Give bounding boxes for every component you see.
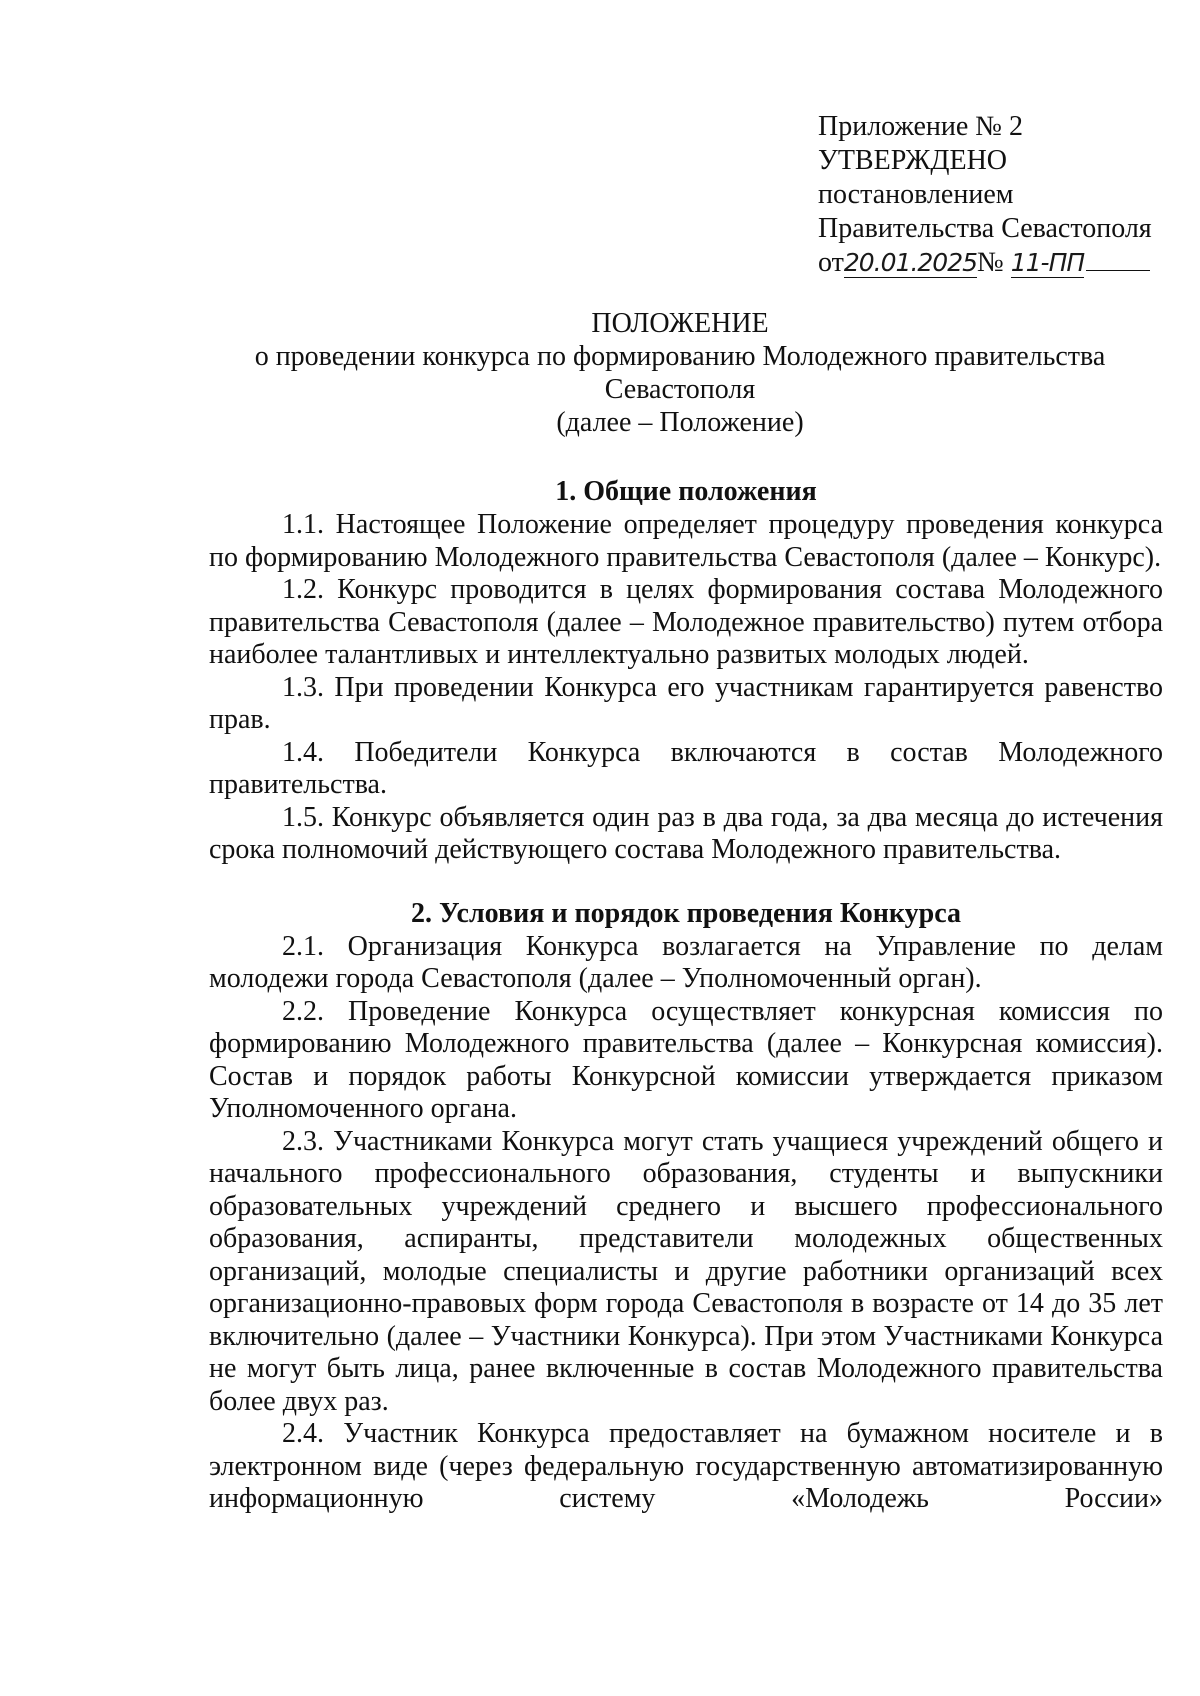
approval-act-type: постановлением — [818, 179, 1014, 210]
signature-underline — [1086, 269, 1150, 271]
appendix-block — [818, 110, 1178, 280]
paragraph-2-2: 2.2. Проведение Конкурса осуществляет конкурсная комиссия по формированию Молодежного правительства (далее – Конкурсная комиссия). Состав и порядок работы Конкурсной комиссии утверждается приказом Уполномоченного органа. — [209, 995, 1163, 1124]
approval-authority: Правительства Севастополя — [818, 213, 1152, 244]
document-subtitle-line2: Севастополя — [604, 374, 756, 405]
paragraph-2-4: 2.4. Участник Конкурса предоставляет на бумажном носителе и в электронном виде (через федеральную государственную автоматизированную информационную систему «Молодежь России» — [209, 1418, 1163, 1514]
paragraph-1-2: 1.2. Конкурс проводится в целях формирования состава Молодежного правительства Севастополя (далее – Молодежное правительство) путем отбора наиболее талантливых и интеллектуально развитых молодых людей. — [209, 574, 1163, 670]
handwritten-number: 11-ПП — [1010, 248, 1085, 277]
number-sign: № — [977, 247, 1004, 278]
appendix-number: Приложение № 2 — [818, 111, 1023, 142]
section-2-heading: 2. Условия и порядок проведения Конкурса — [411, 897, 961, 929]
paragraph-2-3: 2.3. Участниками Конкурса могут стать учащиеся учреждений общего и начального профессионального образования, студенты и выпускники образовательных учреждений среднего и высшего профессионального образования, аспиранты, представители молодежных общественных организаций, молодые специалисты и другие работники организаций всех организационно-правовых форм города Севастополя в возрасте от 14 до 35 лет включительно (далее – Участники Конкурса). При этом Участниками Конкурса не могут быть лица, ранее включенные в состав Молодежного правительства более двух раз. — [209, 1125, 1163, 1417]
document-title-block — [200, 307, 1160, 439]
date-prefix: от — [818, 247, 844, 278]
handwritten-date: 20.01.2025 — [843, 248, 978, 277]
document-subtitle-line1: о проведении конкурса по формированию Молодежного правительства — [254, 341, 1106, 372]
paragraph-1-4: 1.4. Победители Конкурса включаются в состав Молодежного правительства. — [209, 736, 1163, 800]
document-subtitle-line3: (далее – Положение) — [556, 407, 804, 438]
paragraph-1-5: 1.5. Конкурс объявляется один раз в два года, за два месяца до истечения срока полномочий действующего состава Молодежного правительства. — [209, 801, 1163, 865]
document-title: ПОЛОЖЕНИЕ — [591, 308, 769, 339]
paragraph-2-1: 2.1. Организация Конкурса возлагается на Управление по делам молодежи города Севастополя (далее – Уполномоченный орган). — [209, 930, 1163, 994]
approval-date-line — [818, 246, 1178, 280]
document-body — [209, 475, 1163, 1516]
approval-stamp-text: УТВЕРЖДЕНО — [818, 145, 1008, 176]
paragraph-1-3: 1.3. При проведении Конкурса его участникам гарантируется равенство прав. — [209, 671, 1163, 735]
section-1-heading: 1. Общие положения — [555, 476, 817, 507]
paragraph-1-1: 1.1. Настоящее Положение определяет процедуру проведения конкурса по формированию Молодежного правительства Севастополя (далее – Конкурс). — [209, 509, 1163, 573]
